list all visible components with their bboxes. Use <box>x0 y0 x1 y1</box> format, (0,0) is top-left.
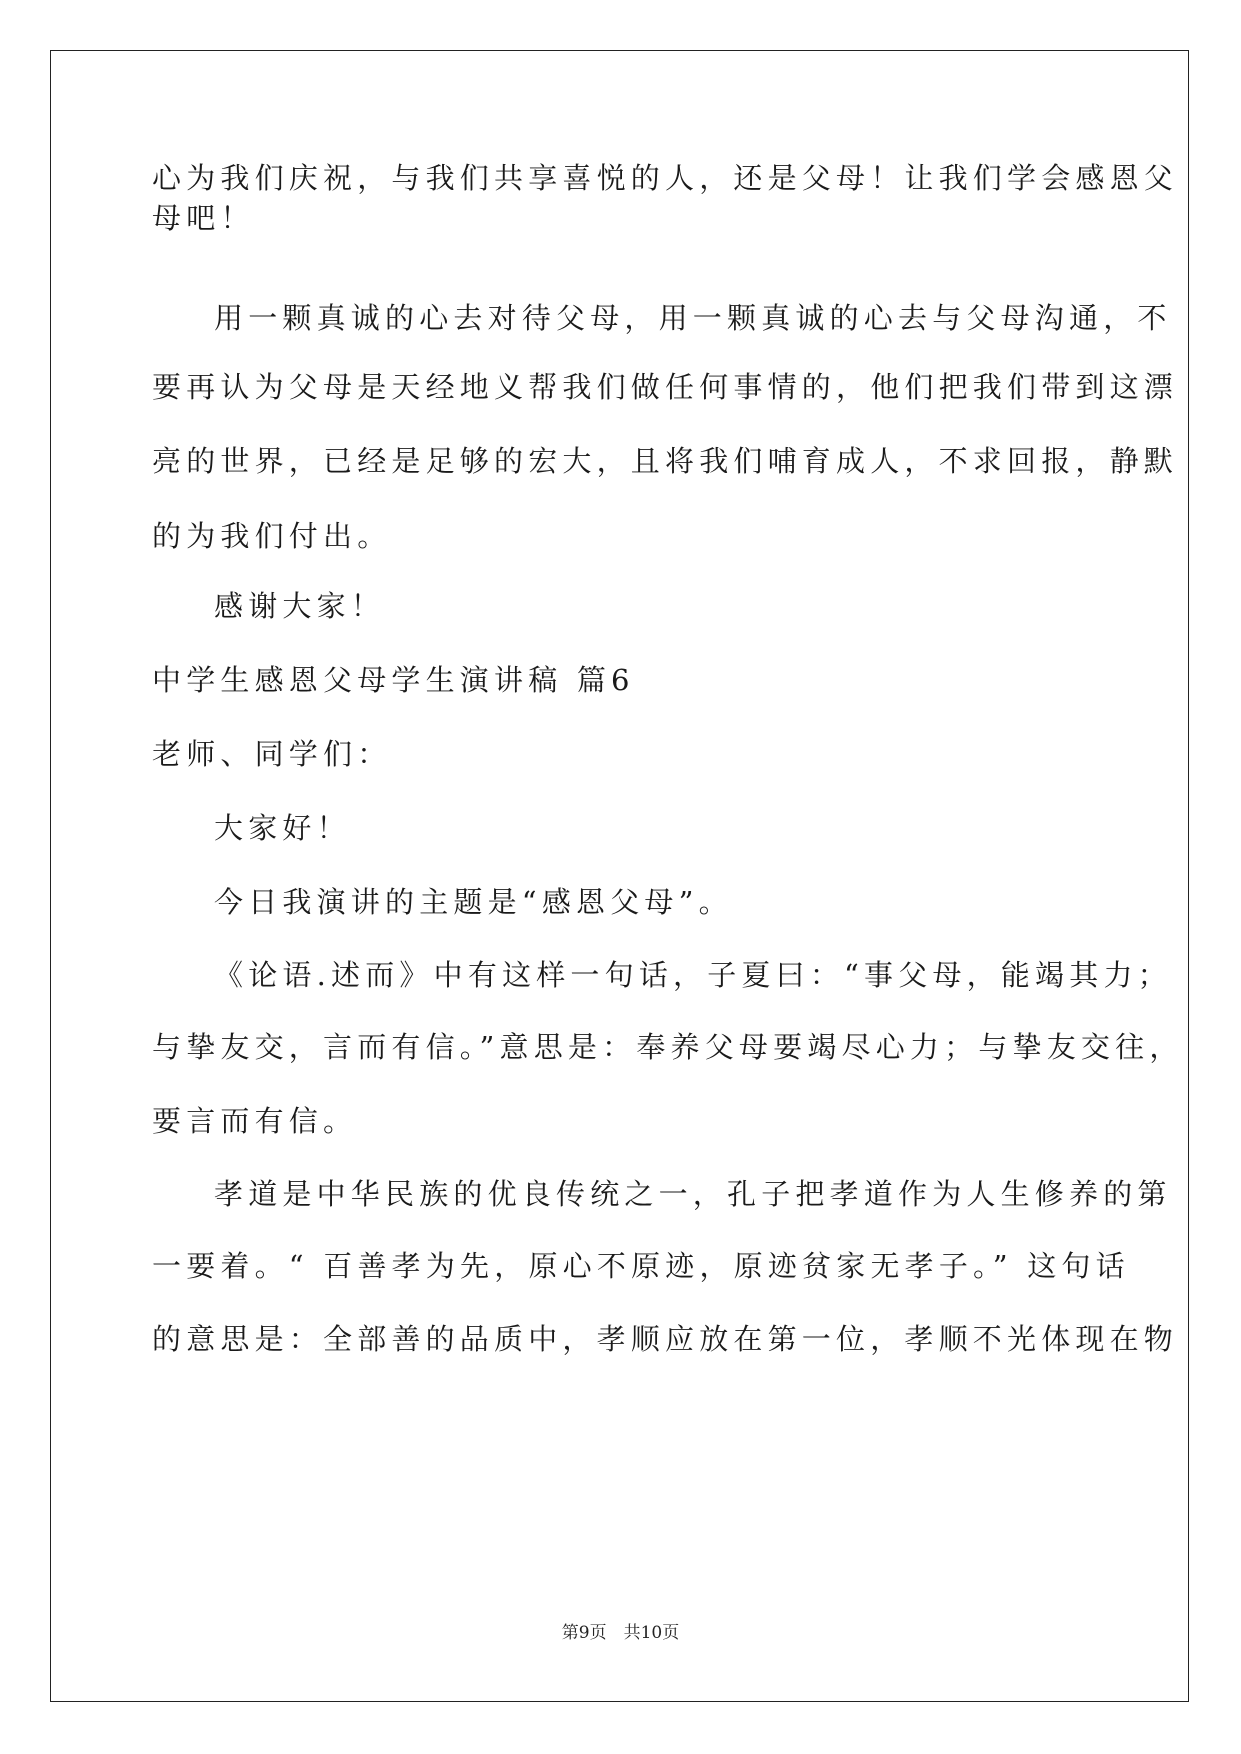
section-heading: 中学生感恩父母学生演讲稿 篇6 <box>152 663 635 697</box>
text-line: 心为我们庆祝，与我们共享喜悦的人，还是父母！让我们学会感恩父 <box>152 161 1179 195</box>
page-number-footer: 第9页 共10页 <box>561 1623 680 1643</box>
text-line: 的意思是：全部善的品质中，孝顺应放在第一位，孝顺不光体现在物 <box>152 1322 1179 1356</box>
paragraph-line: 今日我演讲的主题是“感恩父母”。 <box>214 885 733 919</box>
paragraph-line: 用一颗真诚的心去对待父母，用一颗真诚的心去与父母沟通，不 <box>214 301 1172 335</box>
text-line: 母吧！ <box>152 201 255 235</box>
text-line: 要言而有信。 <box>152 1104 358 1138</box>
text-line: 的为我们付出。 <box>152 519 392 553</box>
text-line: 亮的世界，已经是足够的宏大，且将我们哺育成人，不求回报，静默 <box>152 444 1179 478</box>
text-line: 要再认为父母是天经地义帮我们做任何事情的，他们把我们带到这漂 <box>152 370 1179 404</box>
text-line: 与挚友交，言而有信。”意思是：奉养父母要竭尽心力；与挚友交往， <box>152 1030 1184 1064</box>
paragraph-line: 《论语.述而》中有这样一句话，子夏曰：“事父母，能竭其力； <box>214 958 1172 992</box>
paragraph-line: 孝道是中华民族的优良传统之一，孔子把孝道作为人生修养的第 <box>214 1177 1172 1211</box>
text-line: 一要着。“ 百善孝为先，原心不原迹，原迹贫家无孝子。” 这句话 <box>152 1249 1130 1283</box>
paragraph-line: 感谢大家！ <box>214 589 386 623</box>
salutation: 老师、同学们： <box>152 737 392 771</box>
paragraph-line: 大家好！ <box>214 811 351 845</box>
